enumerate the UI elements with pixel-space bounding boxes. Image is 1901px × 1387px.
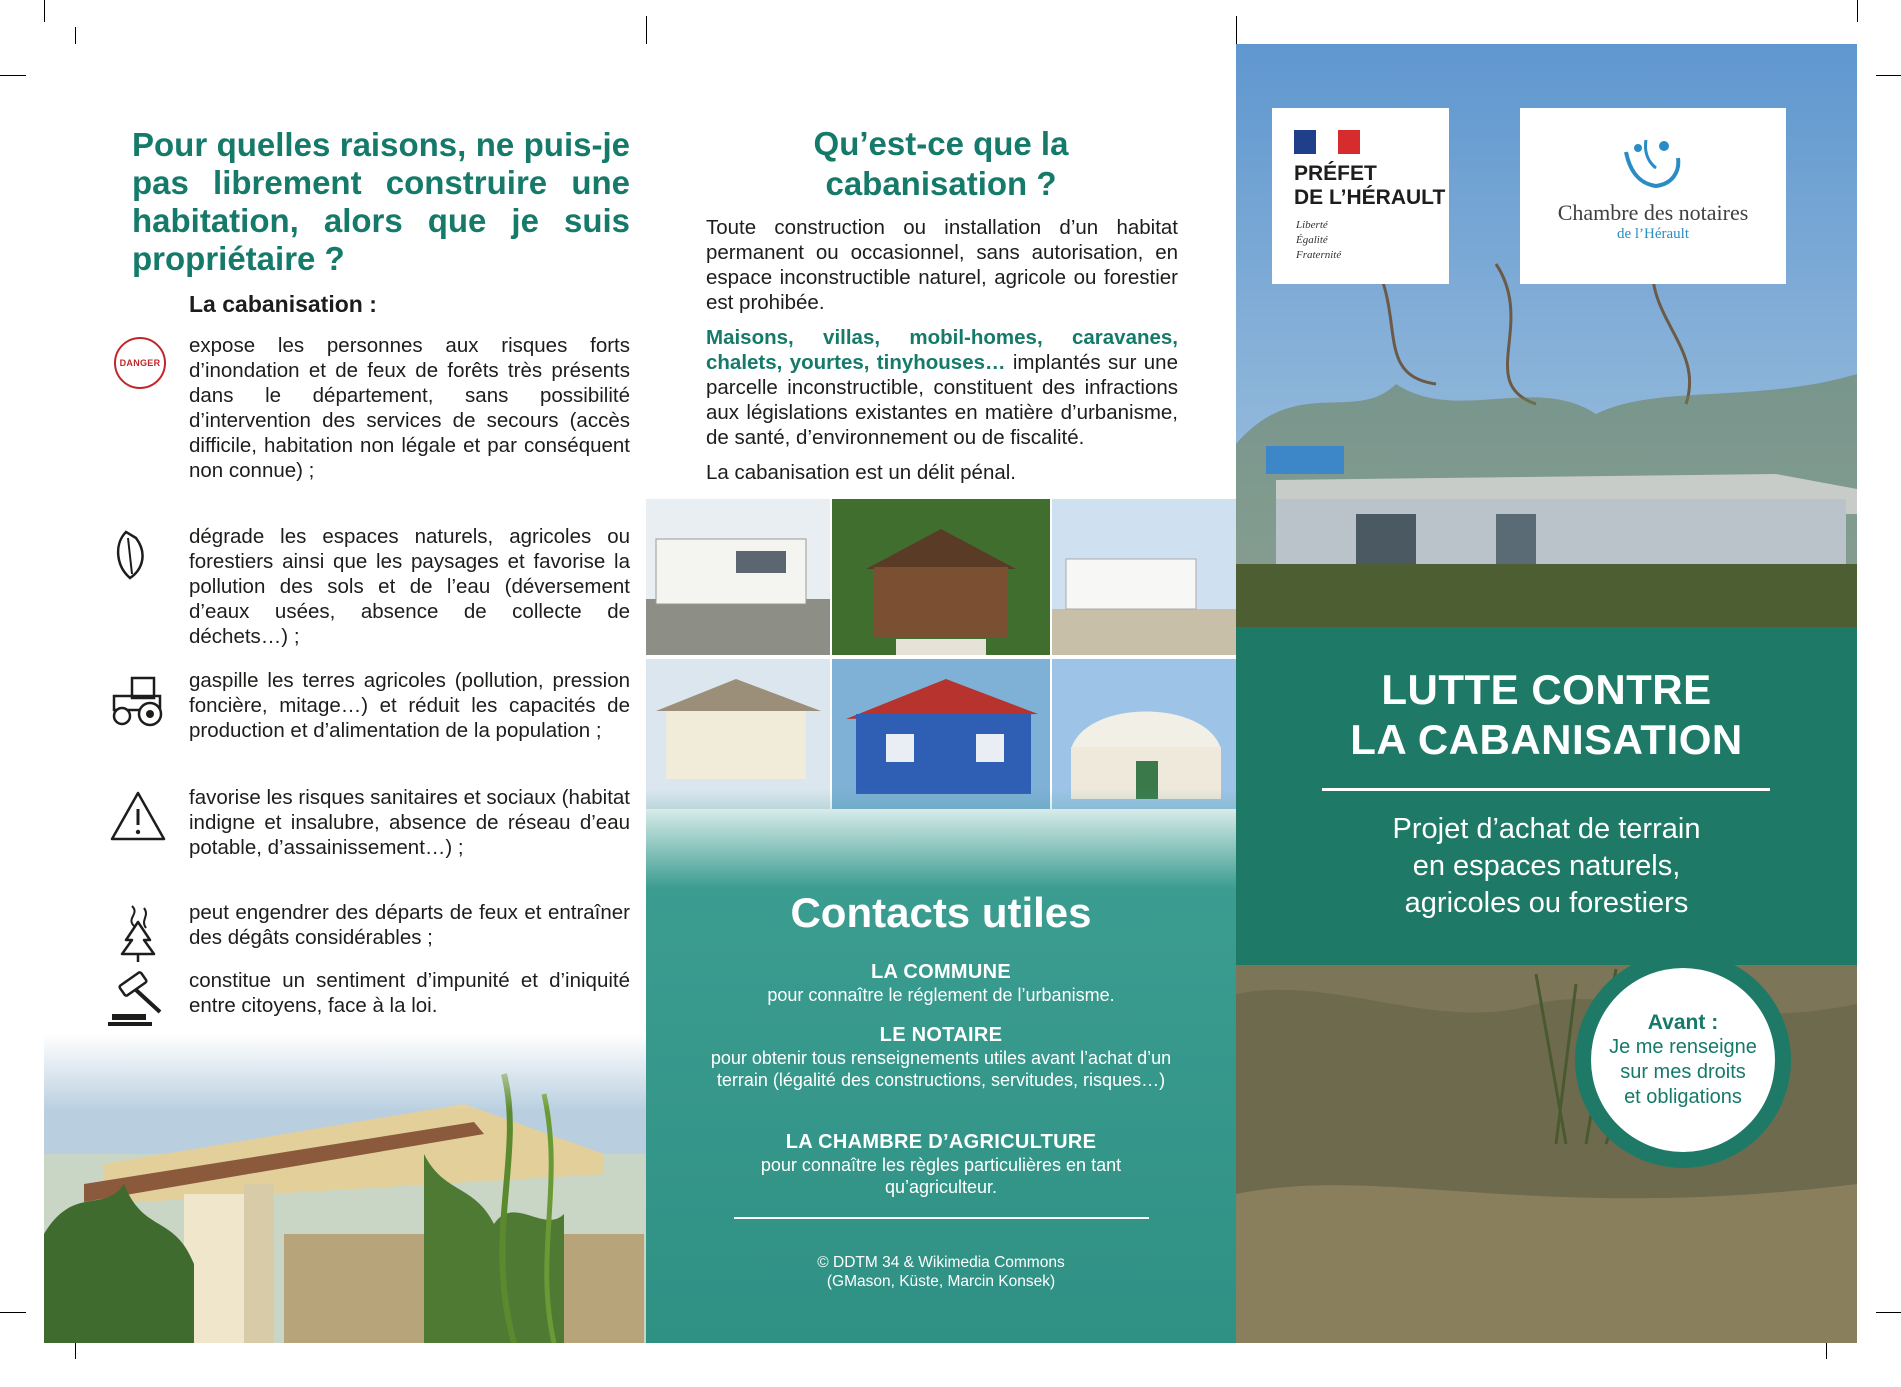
gavel-icon bbox=[102, 968, 174, 1032]
risk-item-text: favorise les risques sanitaires et sociaux (habitat indigne et insalubre, absence de réseau d’eau potable, d’assainissement…) ; bbox=[189, 786, 630, 859]
middle-panel-title: Qu’est-ce que la cabanisation ? bbox=[813, 125, 1069, 202]
risk-item-text: dégrade les espaces naturels, agricoles ou forestiers ainsi que les paysages et favorise la pollution des sols et de l’eau (déversement d’eaux usées, absence de collecte de déchets…) ; bbox=[189, 525, 630, 648]
contact-description: pour connaître le réglement de l’urbanisme. bbox=[767, 985, 1115, 1005]
notaires-department: de l’Hérault bbox=[1616, 226, 1690, 242]
divider bbox=[734, 1217, 1149, 1219]
photo-credit: © DDTM 34 & Wikimedia Commons (GMason, Küste, Marcin Konsek) bbox=[817, 1254, 1065, 1290]
brochure-subtitle: Projet d’achat de terrain en espaces naturels, agricoles ou forestiers bbox=[1392, 813, 1701, 919]
definition-paragraph: Toute construction ou installation d’un habitat permanent ou occasionnel, sans autorisation, en espace inconstructible naturel, agricole ou forestier est prohibée. bbox=[706, 216, 1178, 314]
left-panel bbox=[44, 44, 646, 1343]
crop-mark bbox=[1876, 75, 1901, 76]
crop-mark bbox=[1236, 16, 1237, 44]
housing-types-highlight: Maisons, villas, mobil-homes, caravanes, chalets, yourtes, tinyhouses… bbox=[706, 326, 1178, 374]
house-photo bbox=[44, 1034, 646, 1343]
middle-panel bbox=[646, 44, 1236, 1343]
offense-statement: La cabanisation est un délit pénal. bbox=[706, 461, 1017, 484]
contact-heading: LA CHAMBRE D’AGRICULTURE bbox=[785, 1131, 1097, 1153]
tractor-icon bbox=[106, 668, 170, 732]
crop-mark bbox=[1876, 1312, 1901, 1313]
contact-description: pour obtenir tous renseignements utiles avant l’achat d’un terrain (légalité des constructions, servitudes, risques…) bbox=[710, 1048, 1172, 1090]
risk-item-text: gaspille les terres agricoles (pollution, pression foncière, mitage…) et réduit les capacités de production et d’alimentation de la population ; bbox=[189, 669, 630, 742]
notaires-title: Chambre des notaires bbox=[1557, 200, 1749, 225]
motto-fraternite: Fraternité bbox=[1296, 249, 1342, 261]
notaires-logo bbox=[1520, 108, 1786, 284]
crop-mark bbox=[0, 75, 26, 76]
risk-item-text: peut engendrer des départs de feux et entraîner des dégâts considérables ; bbox=[189, 901, 630, 949]
contact-description: pour connaître les règles particulières en tant qu’agriculteur. bbox=[760, 1155, 1122, 1197]
contacts-section bbox=[646, 789, 1236, 1343]
advice-text: Je me renseigne sur mes droits et obligations bbox=[1609, 1035, 1757, 1108]
warning-icon bbox=[106, 785, 170, 849]
crop-mark bbox=[1857, 0, 1858, 22]
danger-icon: DANGER bbox=[114, 337, 166, 389]
french-flag-icon bbox=[1294, 130, 1360, 154]
left-panel-title: Pour quelles raisons, ne puis-je pas librement construire une habitation, alors que je suis propriétaire ? bbox=[132, 126, 630, 277]
contact-entry bbox=[706, 1131, 1176, 1198]
forest-fire-icon bbox=[106, 900, 170, 964]
motto-egalite: Égalité bbox=[1296, 234, 1328, 246]
contacts-title: Contacts utiles bbox=[790, 889, 1092, 936]
risk-item-text: constitue un sentiment d’impunité et d’iniquité entre citoyens, face à la loi. bbox=[189, 969, 630, 1017]
crop-mark bbox=[0, 1312, 26, 1313]
prefet-title: PRÉFET bbox=[1294, 162, 1377, 185]
contact-heading: LA COMMUNE bbox=[870, 961, 1012, 983]
contact-entry bbox=[706, 1024, 1176, 1091]
cover-panel bbox=[1236, 44, 1857, 1343]
contact-entry bbox=[706, 961, 1176, 1006]
advice-title: Avant : bbox=[1647, 1010, 1719, 1034]
prefet-department: DE L’HÉRAULT bbox=[1294, 186, 1446, 209]
left-panel-subtitle: La cabanisation : bbox=[189, 291, 377, 317]
advice-bubble bbox=[1575, 952, 1791, 1168]
contact-heading: LE NOTAIRE bbox=[879, 1024, 1003, 1046]
prefet-logo bbox=[1272, 108, 1449, 284]
notaires-emblem-icon bbox=[1616, 132, 1686, 194]
leaf-icon bbox=[106, 524, 170, 588]
title-banner bbox=[1236, 627, 1857, 965]
infractions-paragraph: Maisons, villas, mobil-homes, caravanes, chalets, yourtes, tinyhouses… implantés sur une parcelle inconstructible, constituent des infractions aux législations existantes en matière d’urbanisme, de santé, d’environnement ou de fiscalité. bbox=[706, 326, 1178, 449]
crop-mark bbox=[44, 0, 45, 22]
title-divider bbox=[1322, 788, 1770, 791]
brochure-title: LUTTE CONTRE LA CABANISATION bbox=[1350, 666, 1743, 763]
crop-mark bbox=[646, 16, 647, 44]
risk-item-text: expose les personnes aux risques forts d’inondation et de feux de forêts très présents dans le département, sans possibilité d’intervention des services de secours (accès difficile, habitation non légale et par conséquent non connue) ; bbox=[189, 334, 630, 482]
motto-liberte: Liberté bbox=[1296, 219, 1328, 231]
